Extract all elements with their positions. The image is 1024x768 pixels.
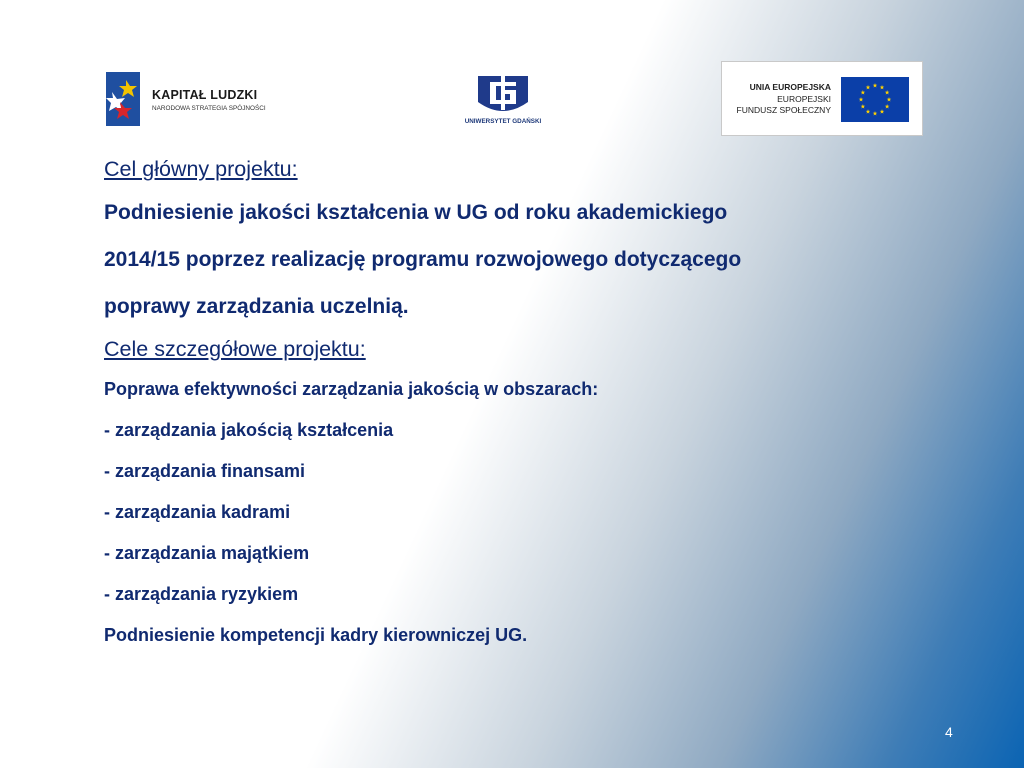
specific-goal-intro: Poprawa efektywności zarządzania jakością w obszarach: [104,379,599,399]
university-logo [458,70,548,132]
main-goal-line: Podniesienie jakości kształcenia w UG od roku akademickiego [104,201,728,224]
kapital-ludzki-emblem-icon [104,70,148,128]
kapital-ludzki-title: KAPITAŁ LUDZKI [152,88,258,102]
specific-goal-item: - zarządzania ryzykiem [104,584,299,604]
kapital-ludzki-subtitle: NARODOWA STRATEGIA SPÓJNOŚCI [152,105,266,112]
eu-logo [721,61,923,136]
eu-fund-label-1: EUROPEJSKI [777,93,831,104]
main-goal-line: poprawy zarządzania uczelnią. [104,295,409,318]
eu-logo-text [737,82,831,117]
specific-goal-item: - zarządzania jakością kształcenia [104,420,394,440]
main-goal-heading: Cel główny projektu: [104,157,298,181]
specific-goal-item: - zarządzania finansami [104,461,306,481]
main-goal-line: 2014/15 poprzez realizację programu rozwojowego dotyczącego [104,248,742,271]
slide-content [104,150,934,656]
eu-fund-label-2: FUNDUSZ SPOŁECZNY [736,105,831,115]
eu-flag-icon [841,77,909,122]
university-name: UNIWERSYTET GDAŃSKI [464,118,542,125]
page-number: 4 [945,724,953,740]
kapital-ludzki-logo [104,70,294,130]
specific-goals-heading: Cele szczegółowe projektu: [104,337,366,361]
eu-union-label: UNIA EUROPEJSKA [749,82,831,92]
university-crest-icon [472,72,534,116]
specific-goal-item: - zarządzania kadrami [104,502,291,522]
specific-goal-summary: Podniesienie kompetencji kadry kierowniczej UG. [104,625,528,645]
specific-goal-item: - zarządzania majątkiem [104,543,310,563]
